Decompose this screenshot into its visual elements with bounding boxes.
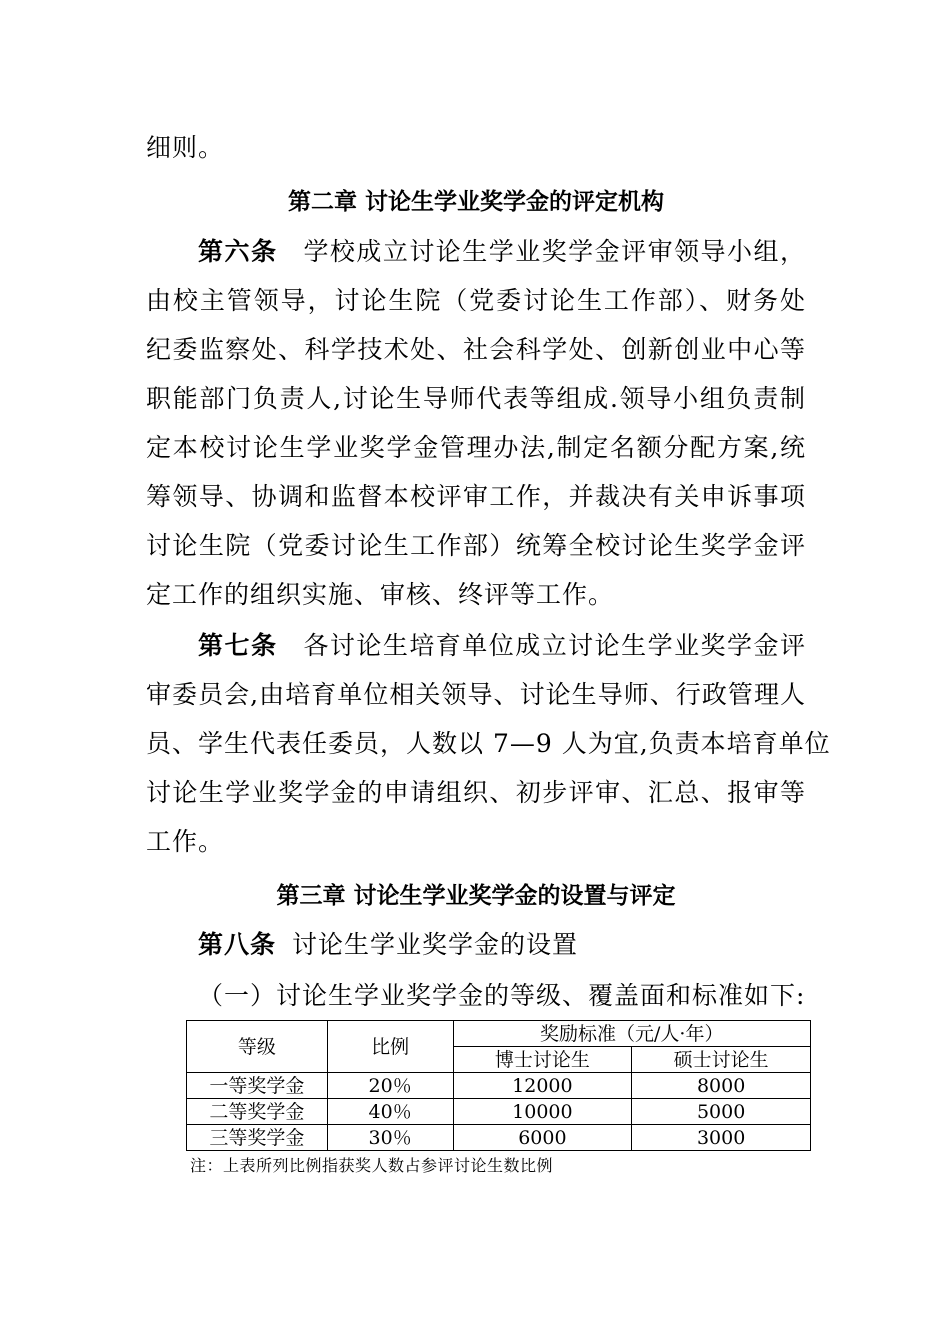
article-seven-line-1 [146,626,806,666]
scholarship-table [186,1020,811,1151]
cell-grade: 二等奖学金 [187,1099,328,1125]
article-seven-label: 第七条 [198,631,278,660]
article-six-line-6: 筹领导、协调和监督本校评审工作，并裁决有关申诉事项 [146,482,806,511]
header-grade: 等级 [187,1021,328,1073]
table-row [187,1125,811,1151]
article-six-line-8: 定工作的组织实施、审核、终评等工作。 [146,580,615,609]
cell-phd: 6000 [453,1125,632,1151]
article-six-label: 第六条 [198,237,278,266]
cell-ratio: 30％ [327,1125,453,1151]
table-header-row [187,1021,811,1047]
header-phd: 博士讨论生 [453,1047,632,1073]
article-seven-text: 各讨论生培育单位成立讨论生学业奖学金评 [303,631,806,660]
cell-grade: 三等奖学金 [187,1125,328,1151]
article-seven-line-3: 员、学生代表任委员，人数以 7—9 人为宜,负责本培育单位 [146,729,831,758]
table-note: 注：上表所列比例指获奖人数占参评讨论生数比例 [190,1156,554,1175]
header-standard: 奖励标准（元/人·年） [453,1021,810,1047]
table-row [187,1099,811,1125]
article-eight-line-1 [146,925,806,965]
header-master: 硕士讨论生 [632,1047,811,1073]
article-six-line-5: 定本校讨论生学业奖学金管理办法,制定名额分配方案,统 [146,433,806,462]
table-row [187,1073,811,1099]
cell-master: 8000 [632,1073,811,1099]
article-seven-line-4: 讨论生学业奖学金的申请组织、初步评审、汇总、报审等 [146,778,806,807]
subsection-one: （一）讨论生学业奖学金的等级、覆盖面和标准如下: [198,981,806,1010]
chapter-three-heading: 第三章 讨论生学业奖学金的设置与评定 [276,883,676,909]
cell-phd: 12000 [453,1073,632,1099]
chapter-two-heading: 第二章 讨论生学业奖学金的评定机构 [287,189,664,215]
article-six-line-1 [146,232,806,272]
article-six-line-3: 纪委监察处、科学技术处、社会科学处、创新创业中心等 [146,335,806,364]
cell-master: 3000 [632,1125,811,1151]
article-six-line-4: 职能部门负责人,讨论生导师代表等组成.领导小组负责制 [146,384,806,413]
cell-master: 5000 [632,1099,811,1125]
article-seven-line-2: 审委员会,由培育单位相关领导、讨论生导师、行政管理人 [146,680,806,709]
article-eight-label: 第八条 [198,930,277,959]
header-ratio: 比例 [327,1021,453,1073]
article-six-line-2: 由校主管领导，讨论生院（党委讨论生工作部）、财务处 [146,286,806,315]
article-eight-text: 讨论生学业奖学金的设置 [292,930,579,959]
cell-grade: 一等奖学金 [187,1073,328,1099]
cell-ratio: 20％ [327,1073,453,1099]
para-fragment: 细则。 [146,133,225,162]
article-six-line-7: 讨论生院（党委讨论生工作部）统筹全校讨论生奖学金评 [146,531,806,560]
article-six-text: 学校成立讨论生学业奖学金评审领导小组， [303,237,806,266]
cell-phd: 10000 [453,1099,632,1125]
article-seven-line-5: 工作。 [146,827,225,856]
cell-ratio: 40％ [327,1099,453,1125]
